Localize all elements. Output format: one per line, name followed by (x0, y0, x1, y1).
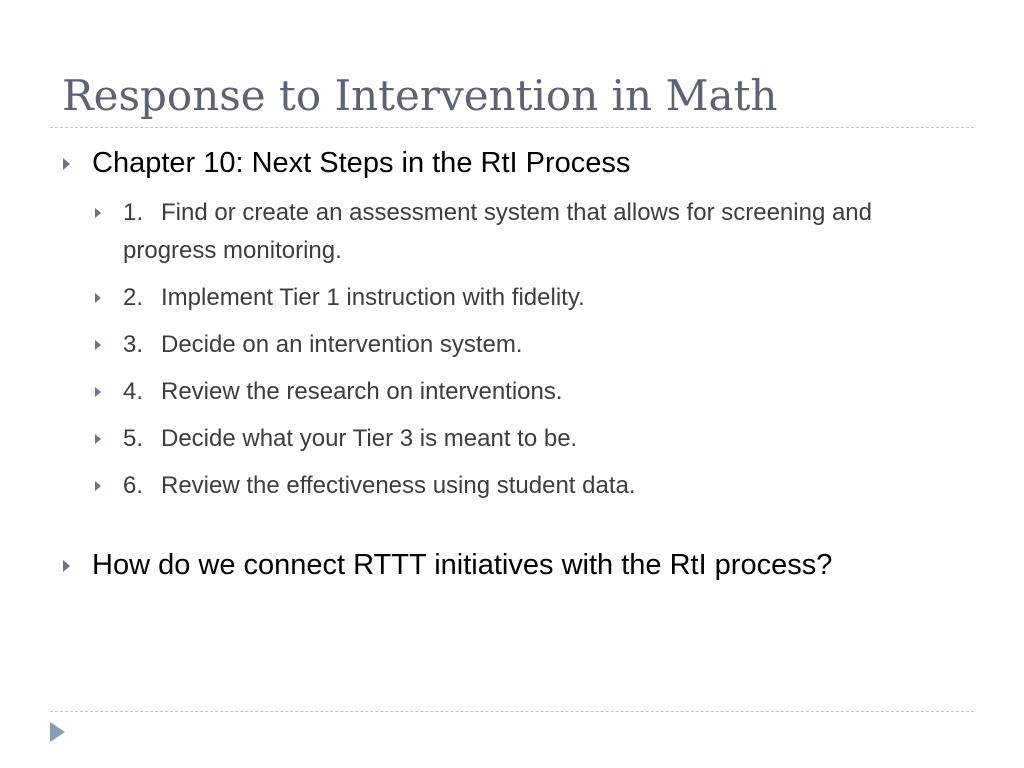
sub-bullet-arrow-icon (95, 208, 101, 218)
sub-bullet-item (92, 373, 960, 411)
sub-bullet-arrow-icon (95, 340, 101, 350)
step-text: Implement Tier 1 instruction with fidelity. (161, 284, 585, 311)
sub-bullet-arrow-icon (95, 293, 101, 303)
bullet-text: How do we connect RTTT initiatives with the RtI process? (92, 549, 833, 581)
sub-bullet-item (92, 326, 960, 364)
sub-bullet-arrow-icon (95, 434, 101, 444)
step-text: Decide on an intervention system. (161, 331, 523, 358)
step-number: 6. (123, 472, 144, 499)
step-text: Review the research on interventions. (161, 378, 563, 405)
title-divider (50, 127, 974, 128)
step-text: Decide what your Tier 3 is meant to be. (161, 425, 578, 452)
next-slide-icon[interactable] (50, 722, 65, 742)
sub-bullet-item (92, 194, 960, 270)
sub-bullet-arrow-icon (95, 387, 101, 397)
bullet-list (60, 145, 960, 584)
bullet-arrow-icon (63, 158, 70, 170)
sub-bullet-list (92, 194, 960, 505)
sub-bullet-arrow-icon (95, 481, 101, 491)
bullet-arrow-icon (63, 560, 70, 572)
step-number: 3. (123, 331, 144, 358)
bullet-rttt-question (60, 547, 960, 584)
step-text: Find or create an assessment system that allows for screening and progress monitoring. (123, 199, 872, 264)
sub-bullet-item (92, 279, 960, 317)
step-text: Review the effectiveness using student data. (161, 472, 636, 499)
step-number: 5. (123, 425, 144, 452)
step-number: 4. (123, 378, 144, 405)
sub-bullet-item (92, 420, 960, 458)
step-number: 2. (123, 284, 144, 311)
sub-bullet-item (92, 467, 960, 505)
slide-title: Response to Intervention in Math (62, 71, 778, 120)
footer-divider (50, 711, 974, 712)
step-number: 1. (123, 199, 144, 226)
bullet-text: Chapter 10: Next Steps in the RtI Process (92, 147, 631, 179)
bullet-chapter-10 (60, 145, 960, 505)
